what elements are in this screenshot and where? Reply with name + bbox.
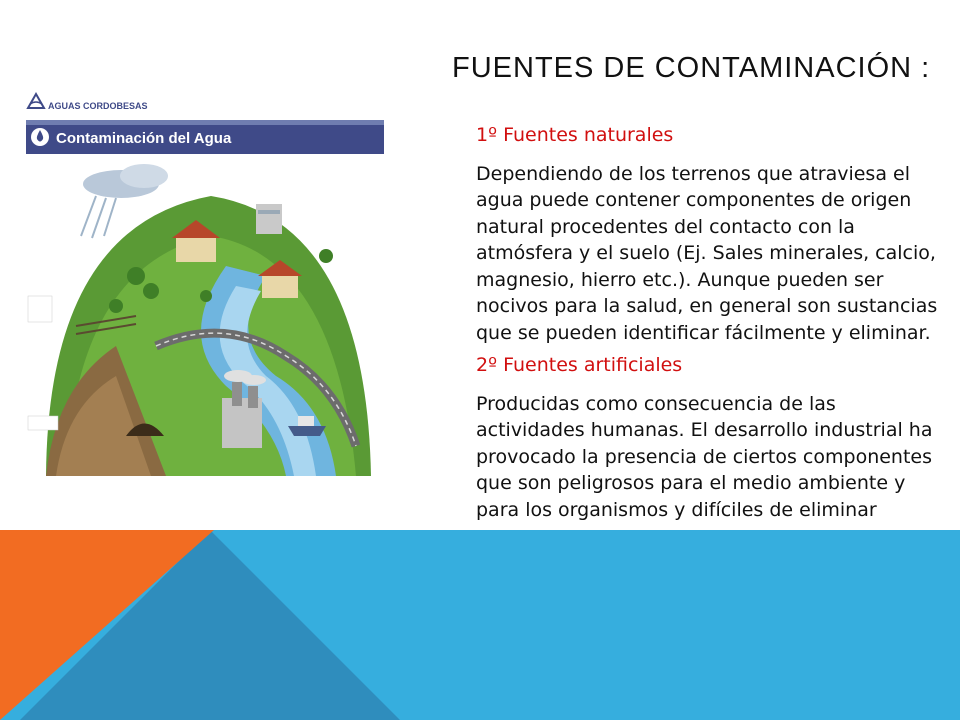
section-heading-natural: 1º Fuentes naturales — [476, 124, 674, 146]
brand-logo — [28, 94, 148, 111]
water-contamination-illustration — [26, 86, 388, 486]
section-text-natural: Dependiendo de los terrenos que atraviesa el agua puede contener componentes de origen natural procedentes del contacto con la atmósfera y el suelo (Ej. Sales minerales, calcio, magnesio, hierro etc.). Aunque pueden ser nocivos para la salud, en general son sustancias que se pueden identificar fácilmente y eliminar. — [476, 162, 938, 344]
section-heading-artificial: 2º Fuentes artificiales — [476, 354, 683, 376]
brand-name: AGUAS CORDOBESAS — [48, 101, 148, 111]
section-text-artificial: Producidas como consecuencia de las actividades humanas. El desarrollo industrial ha provocado la presencia de ciertos componentes que son peligrosos para el medio ambiente y para los organismos y difíciles de eliminar — [476, 392, 933, 521]
body-text — [476, 122, 946, 523]
banner-title: Contaminación del Agua — [56, 130, 232, 147]
slide-title: FUENTES DE CONTAMINACIÓN : — [452, 52, 931, 84]
